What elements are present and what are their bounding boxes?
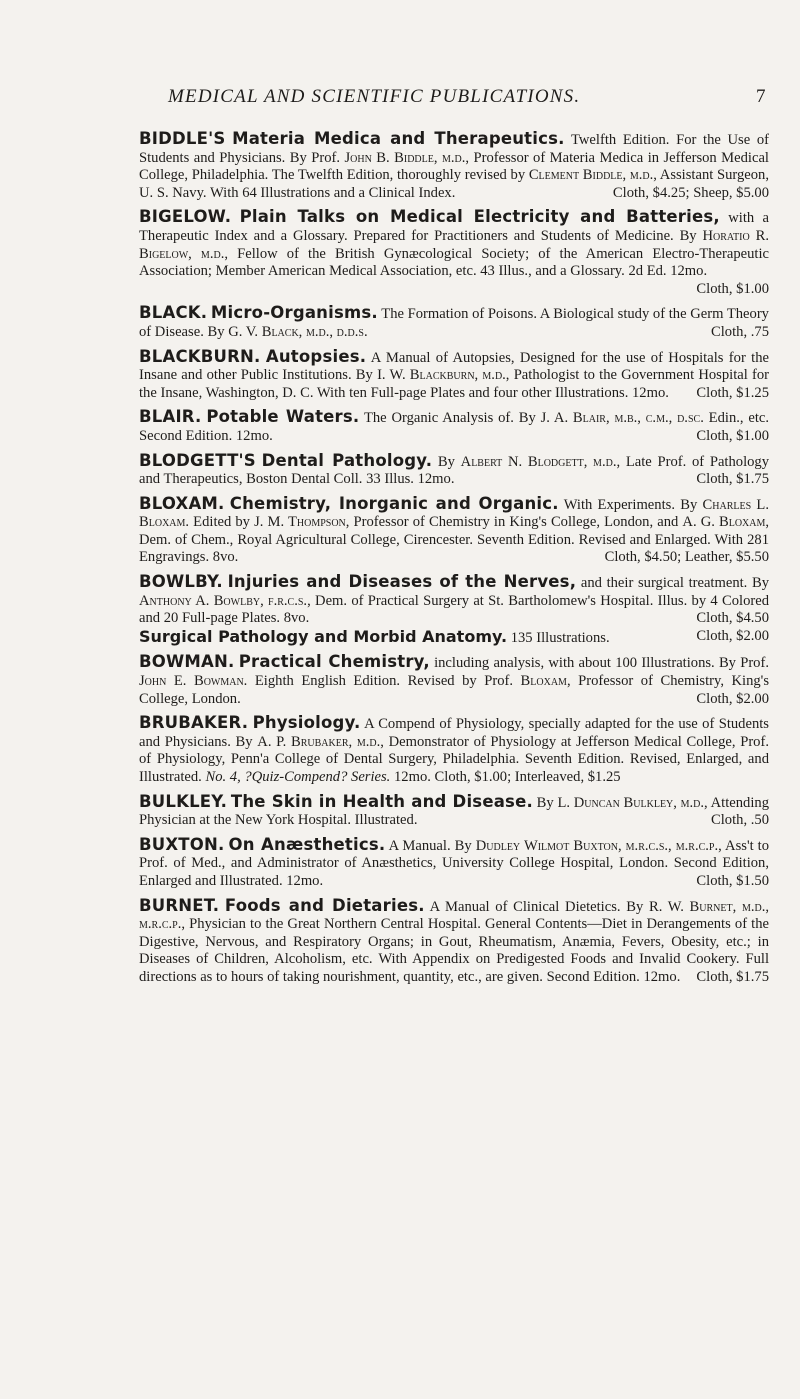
entry-buxton: BUXTON. On Anæsthetics. A Manual. By Dudley Wilmot Buxton, m.r.c.s., m.r.c.p., Ass't to Prof. of Med., and Administrator of Anæsthetics, University College Hospital, London. Second Edition, Enlarged and Illustrated. 12mo. Cloth, $1.50 <box>139 834 770 889</box>
entry-headword: BIGELOW. <box>139 207 232 227</box>
entry-bowman: BOWMAN. Practical Chemistry, including analysis, with about 100 Illustrations. By Prof. John E. Bowman. Eighth English Edition. Revised by Prof. Bloxam, Professor of Chemistry, King's College, London. Cloth, $2.00 <box>139 652 769 707</box>
entry-headword: BLODGETT'S <box>139 450 256 470</box>
entry-author: G. V. Black, m.d., d.d.s. <box>228 323 368 340</box>
entry-editor: J. M. Thompson, <box>254 514 350 531</box>
entry-title: The Skin in Health and Disease. <box>230 791 533 811</box>
entry-title: Micro-Organisms. <box>210 303 378 323</box>
entry-title: Autopsies. <box>265 346 367 366</box>
entry-author: Dudley Wilmot Buxton, m.r.c.s., m.r.c.p., <box>475 837 722 854</box>
entry-author: Horatio R. Bigelow, m.d., <box>139 227 769 262</box>
entry-title: Materia Medica and Therapeutics. <box>232 129 565 148</box>
entry-author: J. A. Blair, m.b., c.m., d.sc. <box>540 410 704 427</box>
entry-black: BLACK. Micro-Organisms. The Formation of Poisons. A Biological study of the Germ Theory of Disease. By G. V. Black, m.d., d.d.s. Cloth, .75 <box>139 303 769 340</box>
entry-blair: BLAIR. Potable Waters. The Organic Analysis of. By J. A. Blair, m.b., c.m., d.sc. Edin., etc. Second Edition. 12mo. Cloth, $1.00 <box>139 407 770 444</box>
entry-title: Potable Waters. <box>206 407 360 427</box>
entry-headword: BLACKBURN. <box>139 346 261 366</box>
entry-price: Cloth, $1.25 <box>696 384 769 401</box>
entry-author: John E. Bowman. <box>139 673 248 690</box>
entry-bowlby: BOWLBY. Injuries and Diseases of the Nerves, and their surgical treatment. By Anthony A. Bowlby, f.r.c.s., Dem. of Practical Surgery at St. Bartholomew's Hospital. Illus. by 4 Colored and 20 Full-page Plates. 8vo. Cloth, $4.50 Surgical Pathology and Morbid Anatomy. 135 Illustrations. Cloth, $2.00 <box>139 572 770 646</box>
entry-price: Cloth, $2.00 <box>696 690 769 707</box>
entry-burnet: BURNET. Foods and Dietaries. A Manual of Clinical Dietetics. By R. W. Burnet, m.d., m.r.c.p., Physician to the Great Northern Central Hospital. General Contents—Diet in Derangements of the Digestive, Nervous, and Respiratory Organs; in Gout, Rheumatism, Anæmia, Fevers, Obesity, etc.; in Diseases of Children, Alcoholism, etc. With Appendix on Predigested Foods and Invalid Cookery. Full directions as to hours of taking nourishment, quantity, etc., are given. Second Edition. 12mo. Cloth, $1.75 <box>139 895 770 985</box>
entry-author: Albert N. Blodgett, m.d., <box>460 453 621 470</box>
entry-title: Dental Pathology. <box>261 450 433 470</box>
entry-price: Cloth, $1.50 <box>696 872 769 889</box>
entry-author: Anthony A. Bowlby, f.r.c.s., <box>139 592 311 609</box>
entry-price: Cloth, $4.50 <box>696 610 769 627</box>
entry-headword: BOWMAN. <box>139 652 235 672</box>
entry-subtitle: Surgical Pathology and Morbid Anatomy. <box>139 626 508 646</box>
entry-headword: BULKLEY. <box>139 791 228 811</box>
entry-price: Cloth, .75 <box>711 323 769 340</box>
entry-price: Cloth, $1.00 <box>696 427 769 444</box>
entry-biddle: BIDDLE'S Materia Medica and Therapeutics. Twelfth Edition. For the Use of Students and Physicians. By Prof. John B. Biddle, m.d., Professor of Materia Medica in Jefferson Medical College, Philadelphia. The Twelfth Edition, thoroughly revised by Clement Biddle, m.d., Assistant Surgeon, U. S. Navy. With 64 Illustrations and a Clinical Index. Cloth, $4.25; Sheep, $5.00 <box>139 129 770 201</box>
entry-bulkley: BULKLEY. The Skin in Health and Disease. By L. Duncan Bulkley, m.d., Attending Physician at the New York Hospital. Illustrated. Cloth, .50 <box>139 791 769 829</box>
entry-title: Foods and Dietaries. <box>224 895 425 915</box>
entry-brubaker: BRUBAKER. Physiology. A Compend of Physiology, specially adapted for the use of Students and Physicians. By A. P. Brubaker, m.d., Demonstrator of Physiology at Jefferson Medical College, Prof. of Physiology, Penn'a College of Dental Surgery, Philadelphia. Seventh Edition. Revised, Enlarged, and Illustrated. No. 4, ?Quiz-Compend? Series. 12mo. Cloth, $1.00; Interleaved, $1.25 <box>139 713 769 785</box>
entry-title: On Anæsthetics. <box>228 834 386 854</box>
entry-headword: BRUBAKER. <box>139 713 249 733</box>
page-number: 7 <box>756 86 767 107</box>
entry-headword: BOWLBY. <box>139 572 223 592</box>
entry-price: Cloth, $4.25; Sheep, $5.00 <box>612 184 769 201</box>
entry-series: No. 4, ?Quiz-Compend? Series. <box>205 769 391 785</box>
entry-author: Charles L. Bloxam. <box>139 496 769 531</box>
entry-title: Physiology. <box>252 713 361 733</box>
entry-price: Cloth, $1.00 <box>696 280 769 297</box>
entry-reviser: Clement Biddle, m.d., <box>528 167 657 184</box>
running-title: MEDICAL AND SCIENTIFIC PUBLICATIONS. <box>168 86 581 107</box>
entry-bloxam: BLOXAM. Chemistry, Inorganic and Organic. With Experiments. By Charles L. Bloxam. Edited by J. M. Thompson, Professor of Chemistry in King's College, London, and A. G. Bloxam, Dem. of Chem., Royal Agricultural College, Cirencester. Seventh Edition. Revised and Enlarged. With 281 Engravings. 8vo. Cloth, $4.50; Leather, $5.50 <box>139 493 770 566</box>
entry-editor: A. G. Bloxam, <box>682 514 770 531</box>
catalog-entries <box>139 130 769 993</box>
entry-price: Cloth, .50 <box>711 812 769 829</box>
entry-headword: BIDDLE'S <box>139 129 226 148</box>
entry-title: Plain Talks on Medical Electricity and Batteries, <box>239 207 720 227</box>
entry-title: Chemistry, Inorganic and Organic. <box>229 493 559 513</box>
entry-author: John B. Biddle, m.d., <box>344 149 470 166</box>
entry-blackburn: BLACKBURN. Autopsies. A Manual of Autopsies, Designed for the use of Hospitals for the Insane and other Public Institutions. By I. W. Blackburn, m.d., Pathologist to the Government Hospital for the Insane, Washington, D. C. With ten Full-page Plates and four other Illustrations. 12mo. Cloth, $1.25 <box>139 346 770 401</box>
entry-author: I. W. Blackburn, m.d., <box>377 367 510 384</box>
entry-title: Injuries and Diseases of the Nerves, <box>227 572 577 592</box>
entry-price: Cloth, $2.00 <box>696 627 769 644</box>
entry-headword: BLOXAM. <box>139 493 225 513</box>
entry-author: L. Duncan Bulkley, m.d., <box>557 794 708 811</box>
entry-headword: BLAIR. <box>139 407 202 427</box>
entry-reviser: Bloxam, <box>520 673 571 690</box>
entry-title: Practical Chemistry, <box>238 652 430 672</box>
entry-blodgett: BLODGETT'S Dental Pathology. By Albert N. Blodgett, m.d., Late Prof. of Pathology and Therapeutics, Boston Dental Coll. 33 Illus. 12mo. Cloth, $1.75 <box>139 450 770 488</box>
entry-headword: BLACK. <box>139 303 208 323</box>
entry-author: R. W. Burnet, m.d., m.r.c.p., <box>139 898 770 933</box>
entry-headword: BURNET. <box>139 895 220 915</box>
entry-bigelow: BIGELOW. Plain Talks on Medical Electricity and Batteries, with a Therapeutic Index and a Glossary. Prepared for Practitioners and Students of Medicine. By Horatio R. Bigelow, m.d., Fellow of the British Gynæcological Society; of the American Electro-Therapeutic Association; Member American Medical Association, etc. 43 Illus., and a Glossary. 2d Ed. 12mo. Cloth, $1.00 <box>139 207 770 297</box>
entry-price: Cloth, $1.75 <box>696 968 769 985</box>
entry-headword: BUXTON. <box>139 834 225 854</box>
entry-price: Cloth, $4.50; Leather, $5.50 <box>604 549 769 566</box>
entry-author: A. P. Brubaker, m.d., <box>257 733 384 750</box>
entry-price: Cloth, $1.75 <box>696 471 769 488</box>
